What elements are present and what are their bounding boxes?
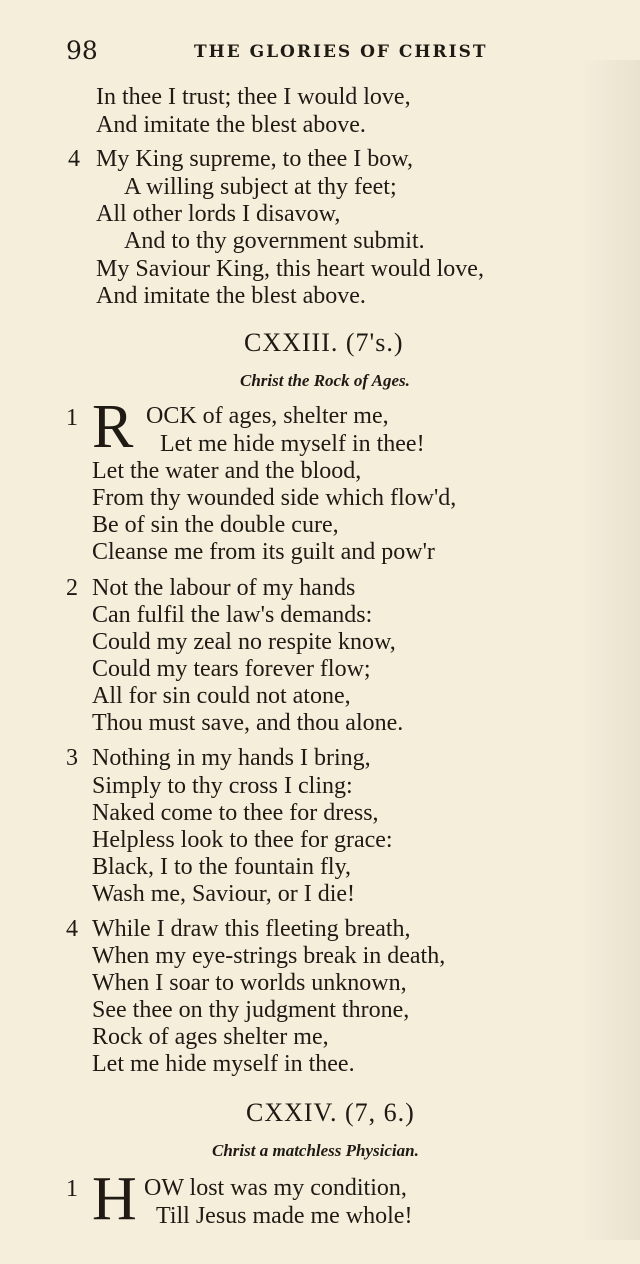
- verse-line: Black, I to the fountain fly,: [92, 854, 352, 880]
- hymn-title: CXXIV. (7, 6.): [246, 1098, 415, 1127]
- drop-cap: H: [92, 1165, 137, 1233]
- verse-line: Simply to thy cross I cling:: [92, 773, 353, 799]
- verse-line: Can fulfil the law's demands:: [92, 602, 373, 628]
- verse-line: All for sin could not atone,: [92, 683, 351, 709]
- verse-line: My Saviour King, this heart would love,: [96, 256, 484, 282]
- running-title: THE GLORIES OF CHRIST: [194, 42, 488, 62]
- verse-number: 2: [66, 575, 78, 601]
- verse-line: Could my tears forever flow;: [92, 656, 371, 682]
- verse-number: 3: [66, 745, 78, 771]
- verse-line: Let me hide myself in thee!: [160, 431, 425, 457]
- hymn-subtitle: Christ a matchless Physician.: [212, 1141, 419, 1160]
- verse-line: When my eye-strings break in death,: [92, 943, 446, 969]
- verse-line: Naked come to thee for dress,: [92, 800, 379, 826]
- page-header: [66, 36, 506, 68]
- prev-line: And imitate the blest above.: [96, 112, 366, 138]
- verse-line: See thee on thy judgment throne,: [92, 997, 410, 1023]
- verse-line: Cleanse me from its guilt and pow'r: [92, 539, 435, 565]
- verse-line: A willing subject at thy feet;: [124, 174, 397, 200]
- verse-line: OW lost was my condition,: [144, 1175, 407, 1201]
- verse-line: Thou must save, and thou alone.: [92, 710, 404, 736]
- verse-line: Wash me, Saviour, or I die!: [92, 881, 356, 907]
- verse-line: Not the labour of my hands: [92, 575, 356, 601]
- verse-line: Be of sin the double cure,: [92, 512, 339, 538]
- verse-line: My King supreme, to thee I bow,: [96, 146, 414, 172]
- verse-line: Could my zeal no respite know,: [92, 629, 396, 655]
- verse-number: 4: [68, 146, 80, 172]
- verse-line: Let the water and the blood,: [92, 458, 362, 484]
- verse-number: 4: [66, 916, 78, 942]
- verse-line: And to thy government submit.: [124, 228, 425, 254]
- verse-line: Rock of ages shelter me,: [92, 1024, 329, 1050]
- prev-line: In thee I trust; thee I would love,: [96, 84, 411, 110]
- verse-line: Till Jesus made me whole!: [156, 1203, 413, 1229]
- verse-line: Helpless look to thee for grace:: [92, 827, 393, 853]
- hymn-title: CXXIII. (7's.): [244, 328, 404, 357]
- verse-line: While I draw this fleeting breath,: [92, 916, 411, 942]
- drop-cap: R: [92, 393, 134, 461]
- verse-number: 1: [66, 1176, 78, 1202]
- verse-line: Nothing in my hands I bring,: [92, 745, 371, 771]
- verse-line: And imitate the blest above.: [96, 283, 366, 309]
- verse-line: All other lords I disavow,: [96, 201, 341, 227]
- verse-line: From thy wounded side which flow'd,: [92, 485, 457, 511]
- verse-line: Let me hide myself in thee.: [92, 1051, 355, 1077]
- verse-number: 1: [66, 405, 78, 431]
- verse-line: OCK of ages, shelter me,: [146, 403, 389, 429]
- bleed-through-shadow: [580, 60, 640, 1240]
- hymn-subtitle: Christ the Rock of Ages.: [240, 371, 410, 390]
- verse-line: When I soar to worlds unknown,: [92, 970, 407, 996]
- page-number: 98: [66, 36, 98, 65]
